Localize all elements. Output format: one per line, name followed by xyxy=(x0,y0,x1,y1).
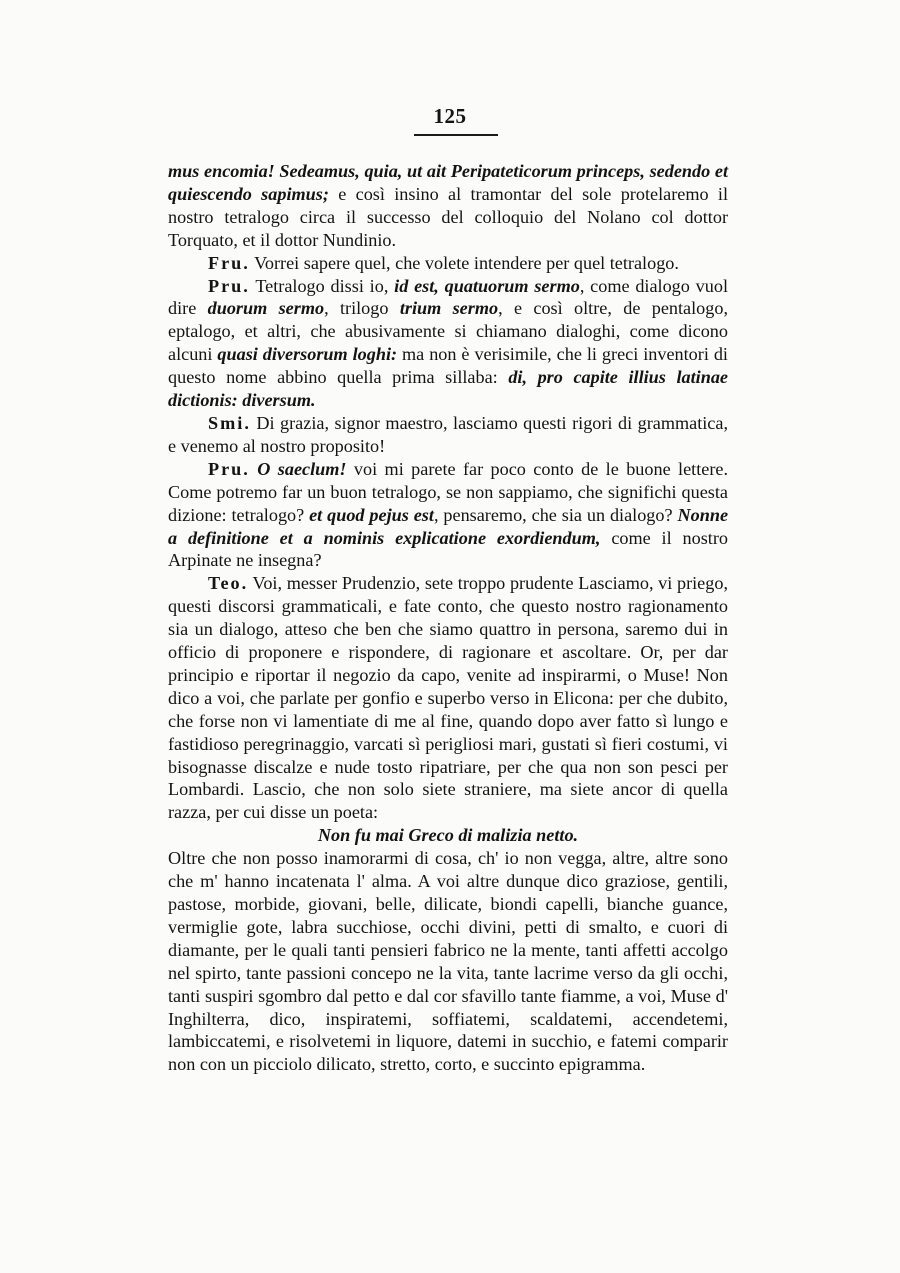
paragraph-text: come il nostro Arpinate ne insegna? xyxy=(168,527,728,571)
paragraph-text: , pensaremo, che sia un dialogo? xyxy=(433,504,678,525)
latin-phrase: Nonne a definitione et a nominis explicatione exordiendum, xyxy=(168,504,729,548)
paragraph-text: , e così oltre, de pentalogo, eptalogo, et altri, che abusivamente si chiamano dialoghi, come dicono alcuni xyxy=(168,298,728,365)
page-number: 125 xyxy=(433,104,467,128)
speaker-label: Pru. xyxy=(208,458,250,479)
latin-phrase: quasi diversorum loghi: xyxy=(217,344,398,365)
latin-phrase: duorum sermo xyxy=(207,298,325,319)
paragraph-text: , trilogo xyxy=(324,298,400,319)
paragraph-text: Vorrei sapere quel, che volete intendere per quel tetralogo. xyxy=(249,252,679,273)
paragraph-4 xyxy=(168,412,728,458)
speaker-label: Teo. xyxy=(208,573,249,594)
paragraph-7 xyxy=(168,847,728,1076)
paragraph-text: Tetralogo dissi io, xyxy=(249,275,395,296)
paragraph-1 xyxy=(168,160,728,252)
body-text xyxy=(168,160,728,1076)
paragraph-text: Voi, messer Prudenzio, sete troppo prudente Lasciamo, vi priego, questi discorsi grammaticali, e fate conto, che questo nostro ragionamento sia un dialogo, atteso che ben che siamo quattro in persona, saremo dui in officio di proponere e rispondere, di ragionare et ascoltare. Or, per dar principio e riportar il negozio da capo, venite ad inspirarmi, o Muse! Non dico a voi, che parlate per gonfio e superbo verso in Elicona: per che dubito, che forse non vi lamentiate di me al fine, quando dopo aver fatto sì lungo e fastidioso peregrinaggio, varcati sì perigliosi mari, gustati sì fieri costumi, vi bisognasse discalze e nude tosto ripatriare, per che qua non son pesci per Lombardi. Lascio, che non solo siete straniere, ma siete ancor di quella razza, per cui disse un poeta: xyxy=(168,573,728,823)
latin-phrase: O saeclum! xyxy=(257,458,347,479)
latin-phrase: id est, quatuorum sermo xyxy=(394,275,580,296)
speaker-label: Smi. xyxy=(208,412,251,433)
paragraph-text: e così insino al tramontar del sole protelaremo il nostro tetralogo circa il successo del colloquio del Nolano col dottor Torquato, et il dottor Nundinio. xyxy=(168,183,728,250)
latin-phrase: mus encomia! Sedeamus, quia, ut ait Peripateticorum princeps, sedendo et quiescendo sapimus; xyxy=(168,161,728,204)
header-rule xyxy=(414,134,498,136)
paragraph-6 xyxy=(168,572,728,824)
paragraph-text: Oltre che non posso inamorarmi di cosa, ch' io non vegga, altre, altre sono che m' hanno incatenata l' alma. A voi altre dunque dico graziose, gentili, pastose, morbide, giovani, belle, dilicate, biondi capelli, bianche guance, vermiglie gote, labra succhiose, occhi divini, petti di smalto, e cuori di diamante, per le quali tanti pensieri fabrico ne la mente, tanti affetti accolgo nel spirto, tante passioni concepo ne la vita, tante lacrime verso da gli occhi, tanti suspiri sgombro dal petto e dal cor sfavillo tante fiamme, a voi, Muse d' Inghilterra, dico, inspiratemi, soffiatemi, scaldatemi, accendetemi, lambiccatemi, e risolvetemi in liquore, datemi in succhio, e fatemi comparir non con un picciolo dilicato, stretto, corto, e succinto epigramma. xyxy=(168,848,728,1075)
latin-phrase: et quod pejus est xyxy=(309,504,434,525)
paragraph-text: voi mi parete far poco conto de le buone lettere. Come potremo far un buon tetralogo, se non sappiamo, che significhi questa dizione: tetralogo? xyxy=(168,458,729,525)
paragraph-text: ma non è verisimile, che li greci inventori di questo nome abbino quella prima sillaba: xyxy=(168,344,728,388)
paragraph-2 xyxy=(168,252,728,275)
latin-phrase: trium sermo xyxy=(399,298,499,319)
paragraph-text: , come dialogo vuol dire xyxy=(168,275,728,319)
verse-quote: Non fu mai Greco di malizia netto. xyxy=(317,825,579,846)
latin-phrase: di, pro capite illius latinae dictionis: diversum. xyxy=(168,367,728,411)
paragraph-5 xyxy=(168,458,728,573)
paragraph-text: Di grazia, signor maestro, lasciamo questi rigori di grammatica, e venemo al nostro proposito! xyxy=(168,412,728,456)
paragraph-3 xyxy=(168,275,728,412)
speaker-label: Fru. xyxy=(208,252,250,273)
speaker-label: Pru. xyxy=(208,275,250,296)
